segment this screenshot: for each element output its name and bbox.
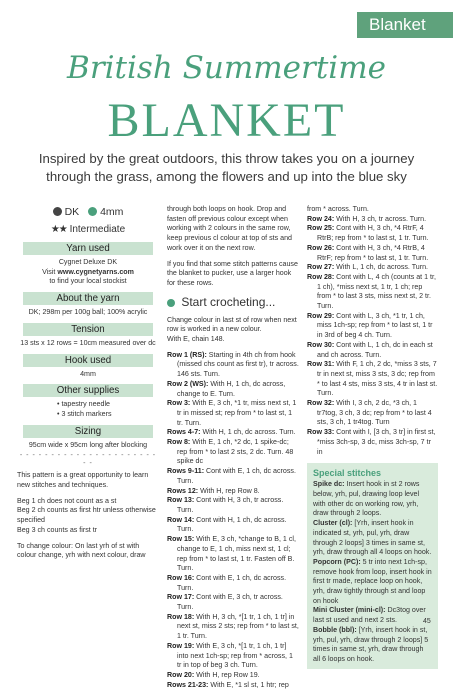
special-stitches-heading: Special stitches (313, 468, 382, 479)
pattern-row (167, 487, 299, 497)
pattern-row-text: With H, rep Row 19. (194, 670, 260, 679)
yarn-website-link[interactable]: www.cygnetyarns.com (57, 267, 134, 276)
pattern-row-label: Row 20: (167, 670, 195, 679)
pattern-row-text: Starting in 4th ch from hook (missed chs count as first tr), tr across. 146 sts. Turn. (177, 350, 299, 379)
pattern-row-text: Cont with L, 1 ch, dc in each st and ch across. Turn. (317, 340, 433, 359)
pattern-row (167, 438, 299, 467)
special-stitch-label: Bobble (bbl): (313, 625, 357, 634)
pattern-row-text: Cont with H, 1 ch, dc across. Turn. (177, 515, 287, 534)
supply-item: • tapestry needle (57, 400, 110, 409)
special-stitch (313, 558, 432, 607)
column-3 (307, 205, 438, 669)
pattern-row (307, 205, 438, 215)
pattern-row (167, 593, 299, 612)
pattern-row-label: Row 8: (167, 438, 191, 447)
level-line (17, 223, 159, 236)
pattern-row-label: Row 30: (307, 340, 335, 349)
pattern-row (167, 642, 299, 671)
pattern-row (307, 428, 438, 457)
title-line-2: BLANKET (107, 94, 346, 147)
special-stitch-text: Insert hook in st 2 rows below, yrh, pul, drawing loop level with other dc on working row, yrh, draw through 2 loops. (313, 480, 420, 518)
pattern-row-label: Row 15: (167, 535, 195, 544)
pattern-row (167, 574, 299, 593)
section-tag: Blanket (357, 12, 453, 38)
pattern-row-label: Rows 4-7: (167, 428, 201, 437)
yarn-website-line (17, 268, 159, 278)
special-stitch-label: Cluster (cl): (313, 519, 353, 528)
col2-intro: Change colour in last st of row when next row is worked in a new colour. With E, chain 148. (167, 315, 297, 344)
other-supplies-heading: Other supplies (23, 384, 153, 397)
special-stitch (313, 480, 432, 519)
pattern-row-text: With I, 3 ch, 2 dc, *3 ch, 1 tr7tog, 3 ch, 3 dc; rep from * to last 4 sts, 3 ch, 1 tr4tog. Turn (317, 399, 432, 427)
start-heading-text: Start crocheting... (181, 294, 276, 309)
pattern-row-label: Row 26: (307, 243, 335, 252)
pattern-row-text: Cont with E, 1 ch, dc across. Turn. (177, 573, 287, 592)
pattern-row (167, 351, 299, 380)
sizing-heading: Sizing (23, 425, 153, 438)
pattern-row-text: With H, rep Row 8. (198, 486, 260, 495)
pattern-row (307, 244, 438, 263)
special-stitch (313, 606, 432, 625)
title-line-1: British Summertime (67, 50, 386, 86)
special-stitch-text: Dc3tog over last st used and next 2 sts. (313, 606, 426, 625)
pattern-row-label: Row 33: (307, 428, 335, 437)
pattern-row-text: Cont with L, 3 ch, *1 tr, 1 ch, miss 1ch-sp; rep from * to last st, 1 tr in 3rd of beg 4 ch. Turn. (317, 311, 433, 340)
intro-text: Inspired by the great outdoors, this throw takes you on a journey through the grass, among the flowers and up into the blue sky (38, 151, 415, 184)
yarn-used-heading: Yarn used (23, 242, 153, 255)
pattern-row-text: Cont with E, 1 ch, dc across. Turn. (177, 467, 296, 485)
hook-dot-icon (88, 207, 97, 216)
special-stitch-label: Spike dc: (313, 480, 345, 489)
pattern-row-text: With L, 1 ch, dc across. Turn. (334, 263, 429, 272)
pattern-row (167, 681, 299, 690)
special-stitch (313, 519, 432, 558)
pattern-row-text: from * across. Turn. (307, 205, 369, 213)
hook-size: 4mm (100, 206, 124, 218)
pattern-row-text: With H, 3 ch, tr across. Turn. (334, 214, 427, 223)
pattern-row-text: Cont with I, [3 ch, 3 tr] in first st, *miss 3ch-sp, 3 dc, miss 3ch-sp, 7 tr in (317, 428, 436, 456)
yarn-weight: DK (64, 206, 80, 218)
special-stitch-text: 5 tr into next 1ch-sp, remove hook from loop, insert hook in first tr made, replace loop on hook, yrh, draw tightly through st and loop on hook (313, 557, 432, 605)
pattern-row-label: Row 18: (167, 612, 195, 621)
level-text: Intermediate (69, 224, 126, 235)
col2-rows (167, 351, 299, 690)
pattern-row-label: Row 3: (167, 399, 191, 408)
pattern-row-label: Row 31: (307, 360, 335, 369)
page-number: 45 (423, 618, 431, 625)
yarn-used-text: Cygnet Deluxe DK (58, 258, 118, 266)
pattern-row-label: Row 24: (307, 214, 335, 223)
tension-heading: Tension (23, 323, 153, 336)
col1-para: To change colour: On last yrh of st with colour change, yrh with next colour, draw (17, 541, 146, 560)
special-stitch-text: [Yrh, insert hook in indicated st, yrh, pul, yrh, draw through 2 loops] 3 times in same st, yrh, draw through all 4 loops on hook. (313, 519, 432, 557)
pattern-row-text: Cont with H, 3 ch, *4 RtrB, 4 RtrF; rep from * to last st, 1 tr. Turn. (317, 243, 429, 262)
visit-prefix: Visit (42, 267, 58, 276)
col1-para: This pattern is a great opportunity to learn new stitches and techniques. (17, 471, 149, 490)
pattern-row (167, 613, 299, 642)
divider: - - - - - - - - - - - - - - - - - - - - - - - - (19, 451, 157, 468)
pattern-row-label: Rows 12: (167, 486, 199, 495)
start-crocheting-heading (167, 295, 299, 310)
special-stitch (313, 626, 432, 665)
pattern-row (307, 263, 438, 273)
pattern-row-text: With E, *1 sl st, 1 htr; rep (208, 680, 289, 689)
pattern-row (307, 215, 438, 225)
pattern-row-text: With E, 3 ch, *[1 tr, 1 ch, 1 tr] into next 1ch-sp; rep from * across, 1 tr in top of beg 3 ch. Turn. (177, 641, 293, 670)
pattern-row-label: Row 19: (167, 641, 195, 650)
pattern-row-text: With F, 1 ch, 2 dc, *miss 3 sts, 7 tr in next st, miss 3 sts, 3 dc; rep from * to last 4 sts, miss 3 sts, 4 tr in last st. Turn. (317, 360, 438, 398)
hook-used-heading: Hook used (23, 354, 153, 367)
pattern-row (167, 467, 299, 486)
pattern-row (307, 224, 438, 243)
pattern-row (167, 428, 299, 438)
yarn-weight-dot-icon (53, 207, 62, 216)
pattern-row-label: Row 28: (307, 272, 335, 281)
pattern-row-label: Row 2 (WS): (167, 379, 209, 388)
pattern-row-label: Row 1 (RS): (167, 350, 207, 359)
col2-para: If you find that some stitch patterns cause the blanket to pucker, use a larger hook for these rows. (167, 259, 298, 287)
special-stitch-label: Mini Cluster (mini-cl): (313, 606, 386, 615)
stockist-text: to find your local stockist (49, 277, 127, 286)
column-1 (17, 205, 159, 567)
pattern-row-label: Rows 9-11: (167, 467, 205, 476)
pattern-row (167, 496, 299, 515)
pattern-row (307, 312, 438, 341)
heading-dot-icon (167, 299, 175, 307)
special-items (313, 480, 432, 664)
pattern-row-text: Cont with L, 4 ch (counts at 1 tr, 1 ch), *miss next st, 1 tr, 1 ch; rep from * to last 3 sts, miss next st, 2 tr. Turn. (317, 272, 436, 311)
pattern-row (167, 399, 299, 428)
pattern-row (167, 380, 299, 399)
about-yarn-heading: About the yarn (23, 292, 153, 305)
pattern-row-text: Cont with E, 3 ch, tr across. Turn. (177, 593, 283, 612)
pattern-row-text: Cont with H, 3 ch, tr across. Turn. (177, 496, 284, 514)
pattern-row-text: With H, 1 ch, dc across, change to E. Turn. (177, 379, 286, 398)
pattern-row (307, 399, 438, 428)
pattern-row (307, 273, 438, 312)
pattern-row-text: With E, 3 ch, *1 tr, miss next st, 1 tr in missed st; rep from * to last st, 1 tr. Turn. (177, 399, 297, 427)
special-stitch-label: Popcorn (PC): (313, 557, 361, 566)
tension-text: 13 sts x 12 rows = 10cm measured over dc (20, 338, 156, 347)
pattern-row-text: With H, 1 ch, dc across. Turn. (200, 428, 296, 437)
level-stars-icon: ★★ (50, 224, 67, 235)
pattern-row-text: Cont with H, 3 ch, *4 RtrF, 4 RtrB; rep from * to last st, 1 tr. Turn. (317, 224, 429, 243)
pattern-row (167, 671, 299, 681)
sizing-text: 95cm wide x 95cm long after blocking (28, 440, 148, 449)
column-2 (167, 205, 299, 690)
col1-para: Beg 1 ch does not count as a st Beg 2 ch counts as first htr unless otherwise specified Beg 3 ch counts as first tr (17, 496, 156, 534)
yarn-weight-line (17, 205, 159, 219)
supply-item: • 3 stitch markers (57, 409, 112, 418)
about-yarn-text: DK; 298m per 100g ball; 100% acrylic (28, 308, 148, 317)
pattern-row-label: Row 13: (167, 496, 195, 505)
pattern-row (307, 360, 438, 399)
pattern-row (167, 516, 299, 535)
pattern-row-label: Row 25: (307, 224, 335, 233)
pattern-row (307, 341, 438, 360)
pattern-row-label: Row 32: (307, 399, 335, 408)
pattern-row-text: With H, 3 ch, *[1 tr, 1 ch, 1 tr] in next st, miss 2 sts; rep from * to last st, 1 tr. Turn. (177, 612, 299, 641)
special-stitch-text: [Yrh, insert hook in st, yrh, pul, yrh, draw through 2 loops] 5 times in same st, yrh, draw through all 6 loops on hook. (313, 625, 429, 663)
pattern-row-text: With E, 3 ch, *change to B, 1 cl, change to E, 1 ch, miss next st, 1 cl; rep from * to last st, 1 tr. Fasten off B. Turn. (177, 535, 296, 573)
pattern-row-label: Row 14: (167, 515, 195, 524)
col2-para: through both loops on hook. Drop and fasten off previous colour except when working with 2 colours in the same row, keep previous cl colour at top of sts and work over it on the next row. (167, 205, 292, 252)
col3-rows (307, 205, 438, 457)
pattern-row-label: Row 29: (307, 311, 335, 320)
pattern-row-text: With E, 1 ch, *2 dc, 1 spike-dc; rep from * to last 2 sts, 2 dc. Turn. 48 spike dc (177, 438, 294, 466)
pattern-row-label: Row 16: (167, 573, 195, 582)
pattern-row-label: Row 17: (167, 593, 195, 602)
pattern-row (167, 535, 299, 574)
pattern-row-label: Rows 21-23: (167, 680, 209, 689)
special-stitches-box (307, 463, 438, 668)
hook-used-text: 4mm (80, 369, 96, 378)
pattern-row-label: Row 27: (307, 263, 335, 272)
